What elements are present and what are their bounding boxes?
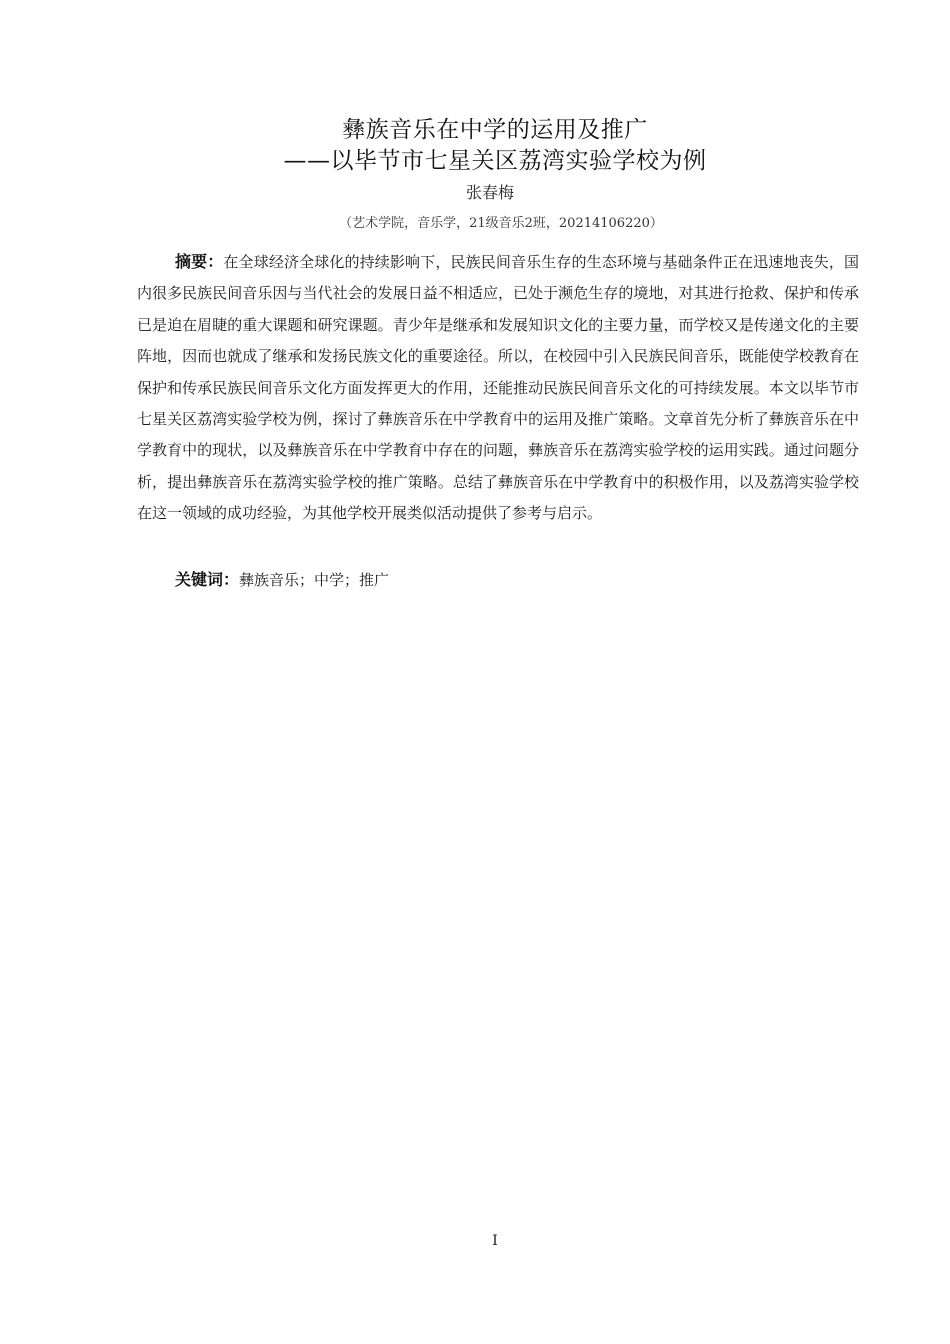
abstract-label: 摘要： bbox=[175, 252, 224, 271]
keywords-text: 彝族音乐；中学；推广 bbox=[239, 571, 390, 589]
abstract-text: 在全球经济全球化的持续影响下，民族民间音乐生存的生态环境与基础条件正在迅速地丧失，国内很多民族民间音乐因与当代社会的发展日益不相适应，已处于濒危生存的境地，对其进行抢救、保护和传承已是迫在眉睫的重大课题和研究课题。青少年是继承和发展知识文化的主要力量，而学校又是传递文化的主要阵地，因而也就成了继承和发扬民族文化的重要途径。所以，在校园中引入民族民间音乐，既能使学校教育在保护和传承民族民间音乐文化方面发挥更大的作用，还能推动民族民间音乐文化的可持续发展。本文以毕节市七星关区荔湾实验学校为例，探讨了彝族音乐在中学教育中的运用及推广策略。文章首先分析了彝族音乐在中学教育中的现状，以及彝族音乐在中学教育中存在的问题，彝族音乐在荔湾实验学校的运用实践。通过问题分析，提出彝族音乐在荔湾实验学校的推广策略。总结了彝族音乐在中学教育中的积极作用，以及荔湾实验学校在这一领域的成功经验，为其他学校开展类似活动提供了参考与启示。 bbox=[137, 253, 859, 523]
author-affiliation: （艺术学院，音乐学，21级音乐2班，20214106220） bbox=[339, 216, 663, 231]
author-name: 张春梅 bbox=[465, 183, 514, 202]
page-number: I bbox=[492, 1233, 498, 1249]
keywords-line bbox=[175, 566, 389, 594]
keywords-label: 关键词： bbox=[175, 570, 240, 589]
title-block bbox=[0, 114, 950, 234]
abstract-paragraph bbox=[137, 246, 859, 530]
paper-title: 彝族音乐在中学的运用及推广 bbox=[342, 117, 648, 143]
paper-subtitle: ——以毕节市七星关区荔湾实验学校为例 bbox=[283, 148, 707, 174]
